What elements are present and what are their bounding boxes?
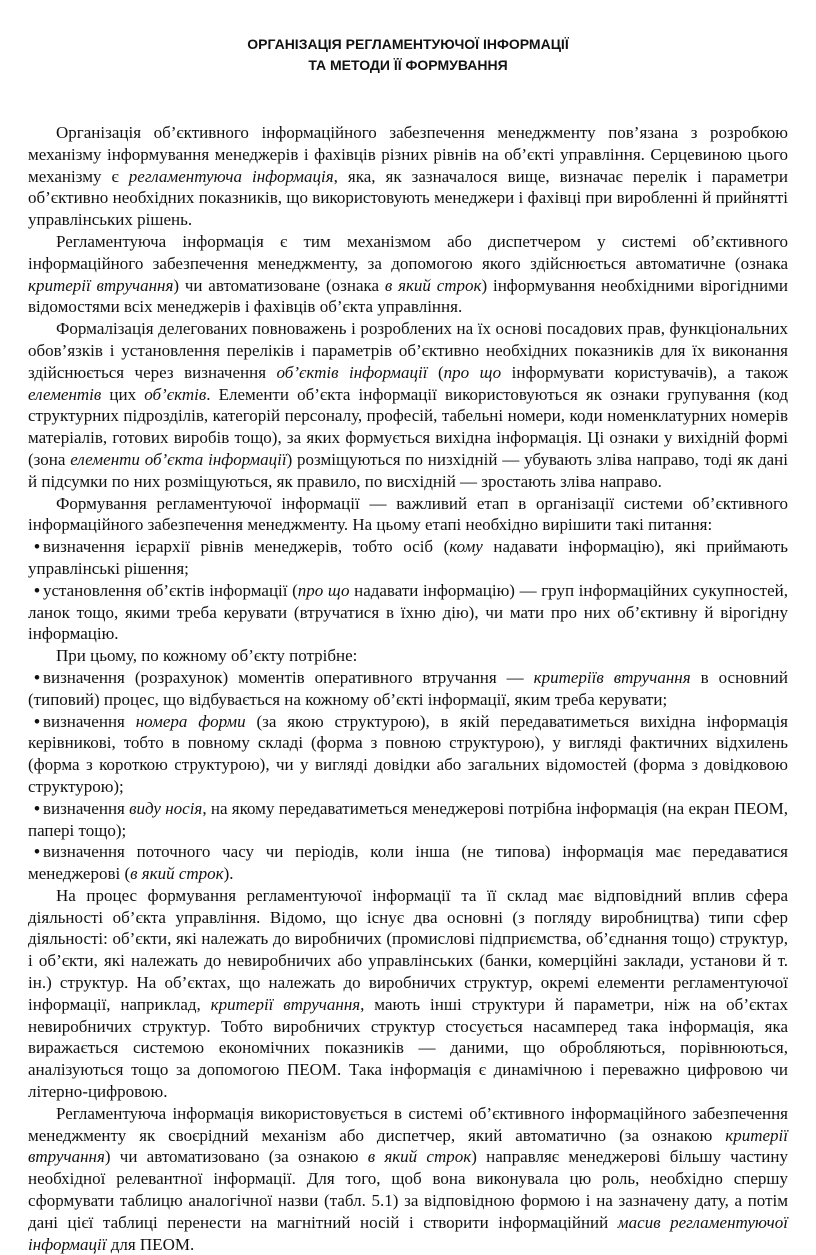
text-run: Формування регламентуючої інформації — важливий етап в організації системи об’єктивного інформаційного забезпечення менеджменту. На цьому етапі необхідно вирішити такі питання: xyxy=(28,493,788,535)
text-run: Регламентуюча інформація використовується в системі об’єктивного інформаційного забезпечення менеджменту як своєрідний механізм або диспетчер, який автоматично (за ознакою xyxy=(28,1103,788,1145)
italic-term: елементів xyxy=(28,384,102,404)
text-run: цих xyxy=(101,384,145,404)
text-run: (за якою структурою), в якій передаватиметься вихідна інформація керівникові, тобто в повному складі (форма з повною структурою), у вигляді фактичних відхилень (форма з короткою структурою), чи у вигляді довідки або загальних відомостей (форма з довідковою структурою); xyxy=(28,711,788,796)
paragraph-6 xyxy=(28,885,788,1103)
italic-term: номера форми xyxy=(135,711,246,731)
italic-term: критерії втручання xyxy=(210,994,361,1014)
bullet-icon: • xyxy=(34,580,40,600)
bullet-item-3 xyxy=(28,667,788,711)
document-title xyxy=(28,34,788,76)
text-run: ) чи автоматизовано (за ознакою xyxy=(104,1147,368,1167)
text-run: для ПЕОМ. xyxy=(106,1234,195,1254)
italic-term: кому xyxy=(449,537,483,557)
italic-term: об’єктів інформації xyxy=(276,362,428,382)
text-run: ) розміщуються по низхідній — убувають зліва направо, тоді як дані й підсумки по них розміщуються, як правило, по висхідній — зростають зліва направо. xyxy=(28,449,788,491)
italic-term: про що xyxy=(443,362,502,382)
italic-term: елементи об’єкта інформації xyxy=(70,449,287,469)
italic-term: масив регламентуючої інформації xyxy=(28,1212,789,1254)
italic-term: в який строк xyxy=(367,1147,472,1167)
text-run: визначення (розрахунок) моментів оперативного втручання — xyxy=(42,667,534,687)
text-run: надавати інформацію) — груп інформаційних сукупностей, ланок тощо, якими треба керувати (втручатися в їхню дію), чи мати про них об’єктивну й вірогідну інформацію. xyxy=(28,580,788,644)
text-run: ) чи автоматизоване (ознака xyxy=(173,275,385,295)
text-run: ( xyxy=(427,362,444,382)
text-run: , яка, як зазначалося вище, визначає перелік і параметри об’єктивно необхідних показників, що використовують менеджери і фахівці при виробленні й прийнятті управлінських рішень. xyxy=(28,166,788,230)
paragraph-3 xyxy=(28,318,788,492)
text-run: надавати інформацію), які приймають управлінські рішення; xyxy=(28,537,788,578)
text-run: Регламентуюча інформація є тим механізмом або диспетчером у системі об’єктивного інформаційного забезпечення менеджменту, за допомогою якого здійснюється автоматичне (ознака xyxy=(28,231,788,273)
text-run: , на якому передаватиметься менеджерові потрібна інформація (на екран ПЕОМ, папері тощо); xyxy=(28,798,788,840)
italic-term: виду носія xyxy=(129,798,203,818)
italic-term: об’єктів xyxy=(144,384,207,404)
bullet-item-6 xyxy=(28,841,788,885)
text-run: в основний (типовий) процес, що відбувається на кожному об’єкті інформації, яким треба керувати; xyxy=(28,667,788,709)
bullet-icon: • xyxy=(34,798,40,818)
bullet-icon: • xyxy=(34,537,40,557)
bullet-item-5 xyxy=(28,798,788,842)
text-run: На процес формування регламентуючої інформації та її склад має відповідний вплив сфера діяльності об’єкта управління. Відомо, що існує два основні (з погляду виробництва) типи сфер діяльності: об’єкти, які належать до виробничих (промислові підприємства, об’єднання тощо) структур, і об’єкти, які належать до невиробничих або управлінських (банки, комерційні заклади, установи й т. ін.) структур. На об’єктах, що належать до виробничих структур, окремі елементи регламентуючої інформації, наприклад, xyxy=(28,885,788,1014)
bullet-item-4 xyxy=(28,711,788,798)
italic-term: про що xyxy=(297,580,350,600)
paragraph-5 xyxy=(28,645,788,667)
italic-term: регламентуюча інформація xyxy=(128,166,334,186)
paragraph-1 xyxy=(28,122,788,231)
italic-term: критеріїв втручання xyxy=(533,667,691,687)
bullet-item-1 xyxy=(28,536,788,580)
text-run: інформувати користувачів), а також xyxy=(501,362,788,382)
text-run: визначення xyxy=(42,798,130,818)
text-run: , мають інші структури й параметри, ніж на об’єктах невиробничих структур. Тобто виробничих структур стосується насамперед така інформація, яка виражається системою економічних показників — даними, що обробляються, порівнюються, аналізуються тощо за допомогою ПЕОМ. Така інформація є динамічною і переважно цифровою чи літерно-цифровою. xyxy=(28,994,788,1102)
bullet-item-2 xyxy=(28,580,788,645)
italic-term: критерії втручання xyxy=(28,1125,788,1167)
bullet-icon: • xyxy=(34,842,40,862)
paragraph-7 xyxy=(28,1103,788,1255)
italic-term: критерії втручання xyxy=(28,275,174,295)
text-run: Організація об’єктивного інформаційного забезпечення менеджменту пов’язана з розробкою механізму інформування менеджерів і фахівців різних рівнів на об’єкті управління. Серцевиною цього механізму є xyxy=(28,123,788,186)
text-run: ) інформування необхідними вірогідними відомостями всіх менеджерів і фахівців об’єкта управління. xyxy=(28,275,788,317)
text-run: Формалізація делегованих повноважень і розроблених на їх основі посадових прав, функціональних обов’язків і установлення переліків і параметрів об’єктивно необхідних показників для їх виконання здійснюється через визначення xyxy=(28,319,788,382)
text-run: При цьому, по кожному об’єкту потрібне: xyxy=(56,646,358,666)
italic-term: в який строк xyxy=(130,864,224,884)
text-run: ). xyxy=(223,864,234,884)
text-run: визначення ієрархії рівнів менеджерів, тобто осіб ( xyxy=(42,537,450,557)
italic-term: в який строк xyxy=(384,275,482,295)
paragraph-2 xyxy=(28,231,788,318)
paragraph-4 xyxy=(28,493,788,537)
text-run: установлення об’єктів інформації ( xyxy=(42,580,298,600)
title-line-2: ТА МЕТОДИ ЇЇ ФОРМУВАННЯ xyxy=(308,57,508,73)
bullet-icon: • xyxy=(34,711,40,731)
bullet-icon: • xyxy=(34,667,40,687)
text-run: визначення xyxy=(42,711,136,731)
text-run: визначення поточного часу чи періодів, коли інша (не типова) інформація має передаватися менеджерові ( xyxy=(28,842,788,884)
text-run: . Елементи об’єкта інформації використовуються як ознаки групування (код структурних підрозділів, категорій персоналу, професій, табельні номери, коди номенклатурних номерів матеріалів, готових виробів тощо), за яких формується вихідна інформація. Ці ознаки у вихідній формі (зона xyxy=(28,384,788,469)
text-run: ) направляє менеджерові більшу частину необхідної релевантної інформації. Для того, щоб вона виконувала цю роль, необхідно спершу сформувати таблицю аналогічної назви (табл. 5.1) за відповідною формою і на зазначену дату, а потім дані цієї таблиці перенести на магнітний носій і створити інформаційний xyxy=(28,1147,788,1232)
title-line-1: ОРГАНІЗАЦІЯ РЕГЛАМЕНТУЮЧОЇ ІНФОРМАЦІЇ xyxy=(247,36,569,52)
